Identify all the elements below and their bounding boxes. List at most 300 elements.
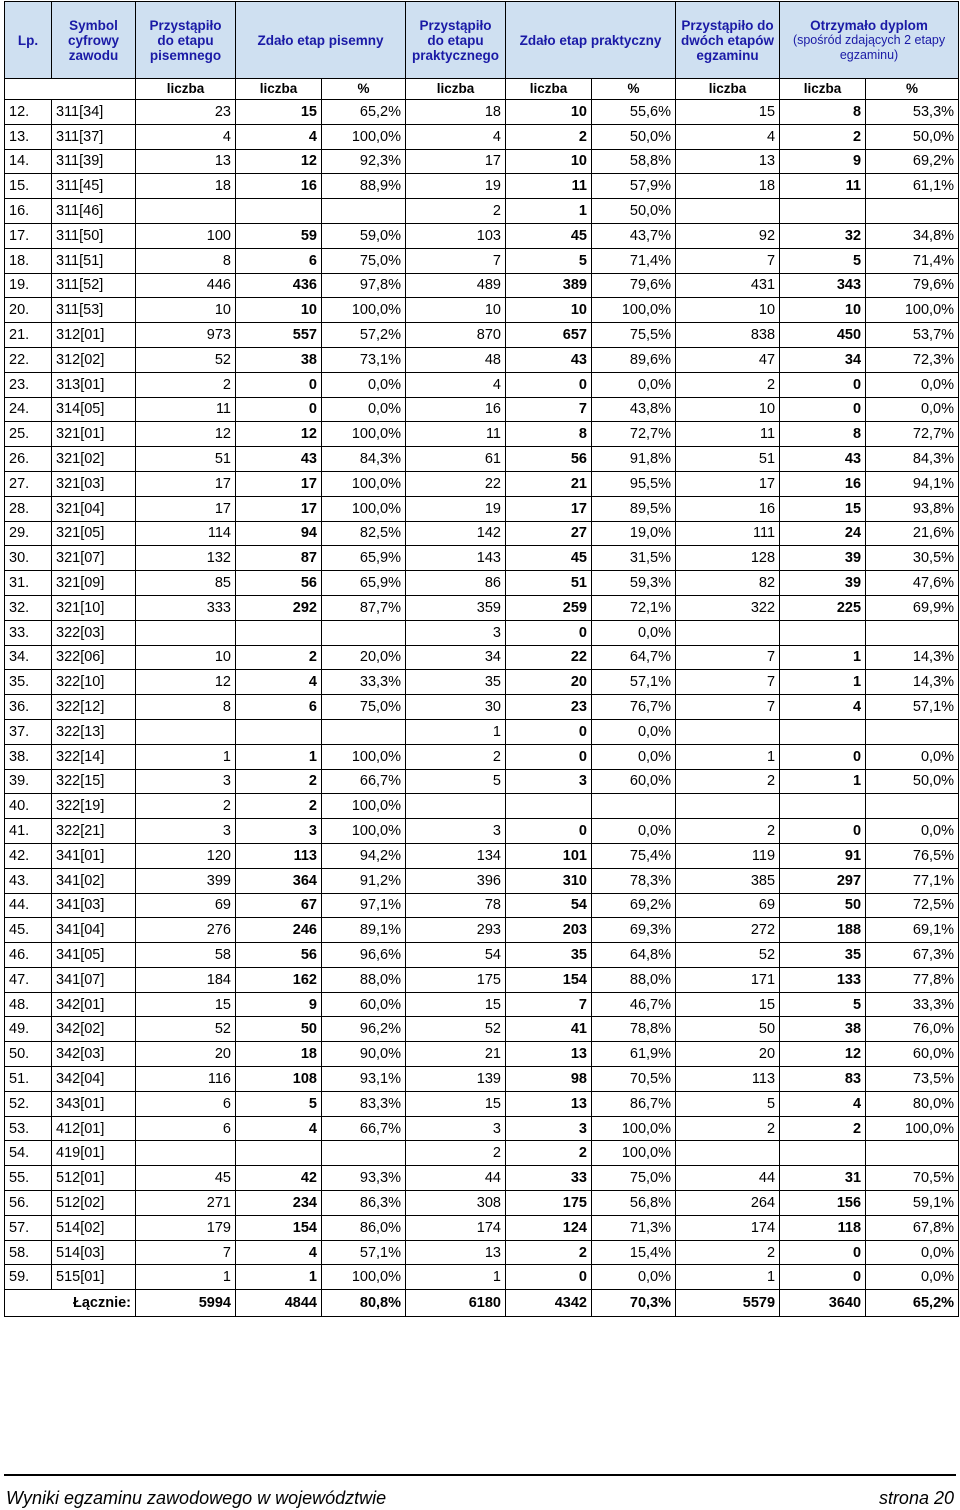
- row-symbol: 343[01]: [52, 1091, 136, 1116]
- row-value: 58: [136, 943, 236, 968]
- row-value: 21: [406, 1042, 506, 1067]
- row-value: 13: [136, 149, 236, 174]
- row-lp: 57.: [5, 1215, 52, 1240]
- row-value: [236, 719, 322, 744]
- row-value: 11: [676, 422, 780, 447]
- row-value: 83,3%: [322, 1091, 406, 1116]
- row-value: 33: [506, 1166, 592, 1191]
- total-value: 5579: [676, 1290, 780, 1317]
- row-value: 0: [236, 397, 322, 422]
- row-value: [236, 199, 322, 224]
- row-lp: 58.: [5, 1240, 52, 1265]
- row-value: 43: [506, 347, 592, 372]
- row-value: 154: [506, 967, 592, 992]
- row-lp: 22.: [5, 347, 52, 372]
- row-value: 30,5%: [866, 546, 959, 571]
- row-value: 7: [676, 248, 780, 273]
- row-value: 31: [780, 1166, 866, 1191]
- row-value: 0: [780, 1265, 866, 1290]
- row-value: 100,0%: [592, 298, 676, 323]
- row-symbol: 311[51]: [52, 248, 136, 273]
- row-value: 11: [780, 174, 866, 199]
- table-row: [5, 174, 959, 199]
- row-value: 18: [676, 174, 780, 199]
- row-value: 79,6%: [592, 273, 676, 298]
- row-value: 3: [506, 769, 592, 794]
- row-symbol: 311[50]: [52, 223, 136, 248]
- row-value: 71,3%: [592, 1215, 676, 1240]
- row-symbol: 311[53]: [52, 298, 136, 323]
- row-value: [780, 199, 866, 224]
- row-value: 6: [136, 1116, 236, 1141]
- row-value: 8: [780, 422, 866, 447]
- row-value: 4: [236, 1240, 322, 1265]
- row-symbol: 311[37]: [52, 124, 136, 149]
- row-lp: 25.: [5, 422, 52, 447]
- row-value: 162: [236, 967, 322, 992]
- row-value: 19: [406, 174, 506, 199]
- header-otrzymalo-dyplom: [780, 2, 959, 79]
- row-value: 12: [236, 149, 322, 174]
- row-value: 71,4%: [866, 248, 959, 273]
- row-value: [136, 620, 236, 645]
- row-value: 39: [780, 546, 866, 571]
- total-value: 5994: [136, 1290, 236, 1317]
- row-value: 0,0%: [592, 1265, 676, 1290]
- row-lp: 44.: [5, 893, 52, 918]
- page-number: strona 20: [878, 1488, 954, 1508]
- row-value: 13: [676, 149, 780, 174]
- row-value: 4: [780, 1091, 866, 1116]
- row-value: 116: [136, 1067, 236, 1092]
- row-symbol: 321[03]: [52, 471, 136, 496]
- row-value: 18: [236, 1042, 322, 1067]
- row-value: [322, 719, 406, 744]
- row-lp: 54.: [5, 1141, 52, 1166]
- row-value: [676, 620, 780, 645]
- row-symbol: 322[15]: [52, 769, 136, 794]
- row-value: 44: [676, 1166, 780, 1191]
- row-value: 2: [780, 124, 866, 149]
- row-symbol: 314[05]: [52, 397, 136, 422]
- row-value: 23: [506, 695, 592, 720]
- row-lp: 48.: [5, 992, 52, 1017]
- table-body: [5, 100, 959, 1317]
- row-value: 97,1%: [322, 893, 406, 918]
- row-value: 7: [676, 645, 780, 670]
- row-value: 184: [136, 967, 236, 992]
- header-symbol: Symbol cyfrowy zawodu: [52, 2, 136, 79]
- row-symbol: 341[04]: [52, 918, 136, 943]
- row-value: 143: [406, 546, 506, 571]
- row-value: 17: [676, 471, 780, 496]
- table-row: [5, 521, 959, 546]
- row-value: 12: [780, 1042, 866, 1067]
- row-symbol: 311[52]: [52, 273, 136, 298]
- row-value: 450: [780, 323, 866, 348]
- row-value: 15: [676, 992, 780, 1017]
- row-value: 870: [406, 323, 506, 348]
- row-lp: 23.: [5, 372, 52, 397]
- table-row: [5, 1017, 959, 1042]
- row-value: 1: [136, 744, 236, 769]
- table-row: [5, 372, 959, 397]
- row-value: 203: [506, 918, 592, 943]
- row-value: 75,0%: [322, 248, 406, 273]
- footer-title: Wyniki egzaminu zawodowego w województwie: [6, 1488, 387, 1508]
- table-row: [5, 496, 959, 521]
- row-symbol: 321[10]: [52, 595, 136, 620]
- row-value: 100,0%: [322, 744, 406, 769]
- row-value: 34: [406, 645, 506, 670]
- row-value: 48: [406, 347, 506, 372]
- table-row: [5, 1265, 959, 1290]
- row-symbol: 321[04]: [52, 496, 136, 521]
- row-value: 293: [406, 918, 506, 943]
- row-value: 50,0%: [592, 124, 676, 149]
- row-symbol: 311[39]: [52, 149, 136, 174]
- row-value: 78: [406, 893, 506, 918]
- row-value: 7: [406, 248, 506, 273]
- row-value: 10: [506, 298, 592, 323]
- table-row: [5, 868, 959, 893]
- row-value: 246: [236, 918, 322, 943]
- row-value: 33,3%: [866, 992, 959, 1017]
- subheader-cell: liczba: [506, 79, 592, 100]
- row-value: 17: [136, 471, 236, 496]
- table-row: [5, 347, 959, 372]
- row-lp: 34.: [5, 645, 52, 670]
- row-value: 100,0%: [322, 298, 406, 323]
- row-value: 15: [406, 992, 506, 1017]
- row-value: 10: [406, 298, 506, 323]
- row-lp: 47.: [5, 967, 52, 992]
- row-value: 2: [136, 372, 236, 397]
- row-symbol: 311[46]: [52, 199, 136, 224]
- row-value: 43,8%: [592, 397, 676, 422]
- row-value: 12: [136, 422, 236, 447]
- row-lp: 43.: [5, 868, 52, 893]
- row-value: 45: [136, 1166, 236, 1191]
- row-value: 78,3%: [592, 868, 676, 893]
- row-value: 61: [406, 447, 506, 472]
- table-row: [5, 595, 959, 620]
- row-value: 113: [236, 843, 322, 868]
- total-value: 80,8%: [322, 1290, 406, 1317]
- row-value: 2: [780, 1116, 866, 1141]
- row-value: 88,0%: [322, 967, 406, 992]
- row-value: 77,1%: [866, 868, 959, 893]
- row-value: 58,8%: [592, 149, 676, 174]
- row-value: 389: [506, 273, 592, 298]
- row-value: 33,3%: [322, 670, 406, 695]
- row-symbol: 322[10]: [52, 670, 136, 695]
- row-value: 100,0%: [322, 794, 406, 819]
- row-value: 10: [136, 298, 236, 323]
- row-value: 100,0%: [866, 298, 959, 323]
- row-value: 557: [236, 323, 322, 348]
- table-row: [5, 967, 959, 992]
- row-value: 88,0%: [592, 967, 676, 992]
- table-row: [5, 323, 959, 348]
- row-value: 69,9%: [866, 595, 959, 620]
- row-value: 3: [406, 1116, 506, 1141]
- row-value: 38: [236, 347, 322, 372]
- table-row: [5, 620, 959, 645]
- row-value: 4: [780, 695, 866, 720]
- row-value: 5: [406, 769, 506, 794]
- row-value: 385: [676, 868, 780, 893]
- table-row: [5, 546, 959, 571]
- row-value: 50,0%: [866, 124, 959, 149]
- row-value: 70,5%: [866, 1166, 959, 1191]
- table-row: [5, 670, 959, 695]
- row-value: 188: [780, 918, 866, 943]
- row-lp: 14.: [5, 149, 52, 174]
- row-value: 2: [236, 769, 322, 794]
- row-value: 0,0%: [592, 719, 676, 744]
- row-value: 43: [780, 447, 866, 472]
- row-value: 276: [136, 918, 236, 943]
- row-value: 120: [136, 843, 236, 868]
- row-value: 6: [136, 1091, 236, 1116]
- row-value: 59,1%: [866, 1191, 959, 1216]
- row-lp: 35.: [5, 670, 52, 695]
- subheader-cell: liczba: [136, 79, 236, 100]
- row-value: 69,2%: [592, 893, 676, 918]
- row-lp: 53.: [5, 1116, 52, 1141]
- row-value: 19,0%: [592, 521, 676, 546]
- row-value: 75,0%: [322, 695, 406, 720]
- row-symbol: 311[34]: [52, 100, 136, 125]
- row-value: 84,3%: [322, 447, 406, 472]
- row-value: 23: [136, 100, 236, 125]
- row-value: 3: [406, 620, 506, 645]
- row-symbol: 514[02]: [52, 1215, 136, 1240]
- table-row: [5, 819, 959, 844]
- footer-divider: [4, 1474, 956, 1476]
- row-value: 3: [406, 819, 506, 844]
- subheader-cell: liczba: [236, 79, 322, 100]
- table-row: [5, 1067, 959, 1092]
- row-value: [780, 1141, 866, 1166]
- row-value: 42: [236, 1166, 322, 1191]
- row-value: 5: [506, 248, 592, 273]
- row-value: 72,7%: [592, 422, 676, 447]
- row-value: 20: [136, 1042, 236, 1067]
- row-value: 6: [236, 248, 322, 273]
- row-value: 15: [676, 100, 780, 125]
- row-value: 90,0%: [322, 1042, 406, 1067]
- header-lp: Lp.: [5, 2, 52, 79]
- row-value: 310: [506, 868, 592, 893]
- subheader-cell: %: [866, 79, 959, 100]
- row-value: 2: [506, 1240, 592, 1265]
- row-value: 0: [506, 620, 592, 645]
- row-value: 12: [236, 422, 322, 447]
- row-value: 67,8%: [866, 1215, 959, 1240]
- row-value: 46,7%: [592, 992, 676, 1017]
- row-value: 13: [506, 1042, 592, 1067]
- row-value: 1: [676, 1265, 780, 1290]
- row-value: 124: [506, 1215, 592, 1240]
- total-value: 65,2%: [866, 1290, 959, 1317]
- row-value: 35: [406, 670, 506, 695]
- row-value: 2: [676, 769, 780, 794]
- row-value: 1: [236, 744, 322, 769]
- row-value: 51: [676, 447, 780, 472]
- row-value: 8: [136, 695, 236, 720]
- row-value: 53,7%: [866, 323, 959, 348]
- row-value: 61,9%: [592, 1042, 676, 1067]
- row-value: 4: [136, 124, 236, 149]
- row-value: 16: [236, 174, 322, 199]
- row-value: 4: [236, 670, 322, 695]
- row-value: 97,8%: [322, 273, 406, 298]
- row-lp: 59.: [5, 1265, 52, 1290]
- row-value: 15: [406, 1091, 506, 1116]
- row-value: 17: [506, 496, 592, 521]
- row-value: 108: [236, 1067, 322, 1092]
- row-value: 12: [136, 670, 236, 695]
- row-lp: 21.: [5, 323, 52, 348]
- row-symbol: 312[02]: [52, 347, 136, 372]
- row-lp: 20.: [5, 298, 52, 323]
- row-value: 3: [136, 769, 236, 794]
- row-value: 174: [406, 1215, 506, 1240]
- row-value: 65,2%: [322, 100, 406, 125]
- row-value: 2: [406, 1141, 506, 1166]
- row-value: 0: [780, 819, 866, 844]
- row-symbol: 342[03]: [52, 1042, 136, 1067]
- row-value: 259: [506, 595, 592, 620]
- subheader-cell: liczba: [676, 79, 780, 100]
- row-value: 2: [506, 1141, 592, 1166]
- row-lp: 18.: [5, 248, 52, 273]
- row-value: 27: [506, 521, 592, 546]
- row-lp: 38.: [5, 744, 52, 769]
- row-value: 76,7%: [592, 695, 676, 720]
- row-symbol: 341[01]: [52, 843, 136, 868]
- table-row: [5, 1042, 959, 1067]
- row-value: 838: [676, 323, 780, 348]
- row-value: 100,0%: [322, 422, 406, 447]
- row-value: 69,3%: [592, 918, 676, 943]
- row-value: 71,4%: [592, 248, 676, 273]
- row-value: 10: [676, 298, 780, 323]
- row-value: 100,0%: [866, 1116, 959, 1141]
- total-value: 4844: [236, 1290, 322, 1317]
- row-value: [136, 1141, 236, 1166]
- table-row: [5, 794, 959, 819]
- row-value: 69,2%: [866, 149, 959, 174]
- row-value: 100,0%: [322, 496, 406, 521]
- row-value: [236, 620, 322, 645]
- row-value: 6: [236, 695, 322, 720]
- row-value: 59,0%: [322, 223, 406, 248]
- row-value: 2: [676, 372, 780, 397]
- row-value: 2: [676, 1116, 780, 1141]
- row-symbol: 321[09]: [52, 571, 136, 596]
- row-value: 1: [236, 1265, 322, 1290]
- row-value: 94,1%: [866, 471, 959, 496]
- row-value: 43,7%: [592, 223, 676, 248]
- table-row: [5, 298, 959, 323]
- row-lp: 15.: [5, 174, 52, 199]
- row-value: 67: [236, 893, 322, 918]
- row-value: 50: [676, 1017, 780, 1042]
- row-symbol: 322[19]: [52, 794, 136, 819]
- row-value: 5: [780, 248, 866, 273]
- row-value: 7: [506, 397, 592, 422]
- table-row: [5, 1240, 959, 1265]
- row-value: 96,2%: [322, 1017, 406, 1042]
- row-value: 95,5%: [592, 471, 676, 496]
- row-value: 2: [136, 794, 236, 819]
- row-value: 50: [236, 1017, 322, 1042]
- row-lp: 24.: [5, 397, 52, 422]
- row-value: 20,0%: [322, 645, 406, 670]
- row-value: 0,0%: [322, 372, 406, 397]
- row-value: 75,4%: [592, 843, 676, 868]
- row-value: 73,1%: [322, 347, 406, 372]
- row-value: 47: [676, 347, 780, 372]
- row-value: 43: [236, 447, 322, 472]
- table-row: [5, 149, 959, 174]
- table-row: [5, 273, 959, 298]
- row-lp: 27.: [5, 471, 52, 496]
- row-value: 67,3%: [866, 943, 959, 968]
- subheader-cell: %: [592, 79, 676, 100]
- row-value: 47,6%: [866, 571, 959, 596]
- row-value: 57,1%: [866, 695, 959, 720]
- row-value: 76,0%: [866, 1017, 959, 1042]
- row-value: 119: [676, 843, 780, 868]
- row-value: 0: [506, 1265, 592, 1290]
- row-value: 4: [236, 124, 322, 149]
- row-value: [136, 719, 236, 744]
- row-value: 1: [780, 769, 866, 794]
- row-value: 973: [136, 323, 236, 348]
- row-value: 0,0%: [866, 819, 959, 844]
- row-value: 1: [780, 645, 866, 670]
- row-value: 11: [406, 422, 506, 447]
- row-value: 14,3%: [866, 645, 959, 670]
- row-value: 156: [780, 1191, 866, 1216]
- row-value: 53,3%: [866, 100, 959, 125]
- row-value: 24: [780, 521, 866, 546]
- row-value: 61,1%: [866, 174, 959, 199]
- row-value: 34,8%: [866, 223, 959, 248]
- table-row: [5, 248, 959, 273]
- row-value: 59,3%: [592, 571, 676, 596]
- row-lp: 51.: [5, 1067, 52, 1092]
- row-value: [866, 199, 959, 224]
- row-value: 77,8%: [866, 967, 959, 992]
- row-value: 91: [780, 843, 866, 868]
- row-value: 0: [780, 372, 866, 397]
- row-value: 16: [780, 471, 866, 496]
- row-value: [676, 199, 780, 224]
- row-value: 0,0%: [322, 397, 406, 422]
- row-value: 98: [506, 1067, 592, 1092]
- row-lp: 13.: [5, 124, 52, 149]
- table-row: [5, 943, 959, 968]
- row-value: 3: [136, 819, 236, 844]
- row-symbol: 321[02]: [52, 447, 136, 472]
- row-value: 171: [676, 967, 780, 992]
- row-value: 21,6%: [866, 521, 959, 546]
